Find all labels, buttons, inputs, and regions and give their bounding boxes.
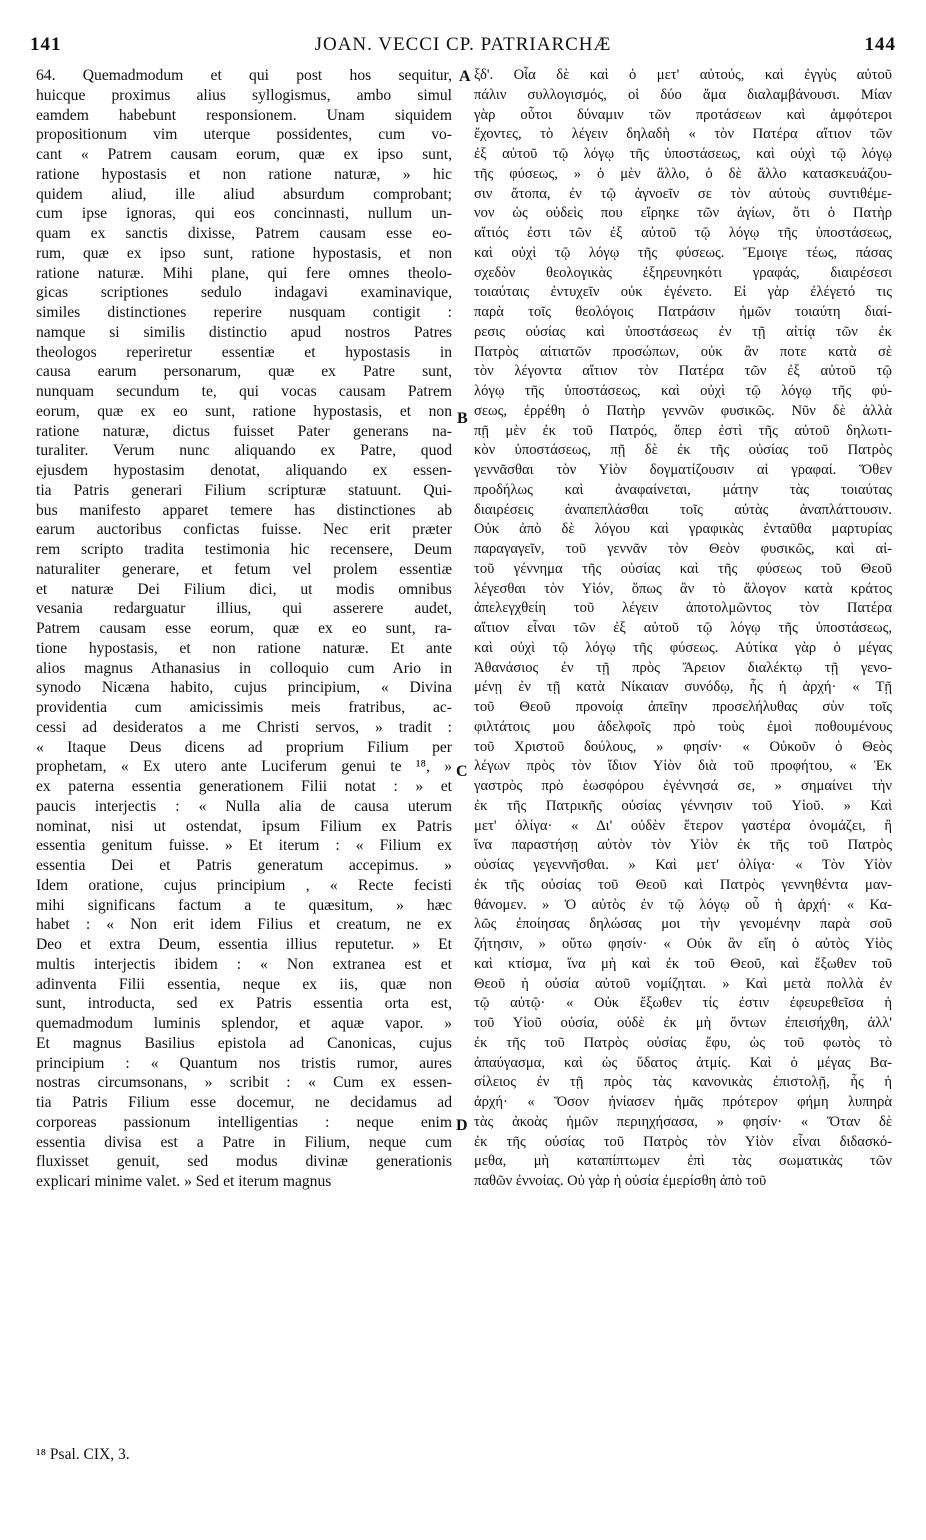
text-line: ἐκ τῆς τοῦ Πατρὸς οὐσίας ἔφυ, ὡς τοῦ φωτὸς τὸ <box>474 1034 892 1051</box>
text-line: essentia divisa est a Patre in Filium, neque cum <box>36 1133 452 1151</box>
text-line: bus manifesto apparet temere has distinctiones ab <box>36 501 452 519</box>
text-line: προδήλως καὶ ἀναφαίνεται, μάτην τὰς τοιαύτας <box>474 481 892 498</box>
text-line: οὐσίας γεγεννῆσθαι. » Καὶ μετ' ὀλίγα· « Τὸν Υἱὸν <box>474 857 892 873</box>
text-line: σίλειος ἐν τῇ πρὸς τὰς κανονικὰς ἐπιστολῇ, ἧς ἡ <box>474 1074 892 1091</box>
text-line: causa earum personarum, quæ ex Patre sunt, <box>36 363 452 381</box>
text-line: τῷ αὐτῷ· « Οὐκ ἔξωθεν τίς ἐστιν ἐφευρεθεῖσα ἡ <box>474 995 892 1012</box>
text-line: Ἀθανάσιος ἐν τῇ πρὸς Ἄρειον διαλέκτῳ τῇ γενο- <box>474 659 892 676</box>
running-header <box>30 34 896 64</box>
text-line: ρεσις οὐσίας καὶ ὑποστάσεως ἐν τῇ αἰτίᾳ τῶν ἐκ <box>474 323 892 340</box>
text-line: huicque proximus alius syllogismus, ambo simul <box>36 86 452 104</box>
text-line: tione hypostasis, et non ratione naturæ. Et ante <box>36 639 452 657</box>
text-line: τοῦ Χριστοῦ δούλους, » φησίν· « Οὐκοῦν ὁ Θεὸς <box>474 738 892 755</box>
text-line: cum ipse ignoras, qui eos concinnasti, nullum un- <box>36 205 452 223</box>
running-title: JOAN. VECCI CP. PATRIARCHÆ <box>314 34 612 55</box>
text-line: αἴτιον εἶναι τῶν ἐξ αὐτοῦ τῷ λόγῳ τῆς ὑποστάσεως, <box>474 620 892 636</box>
text-line: ἐκ τῆς Πατρικῆς οὐσίας γέννησιν τοῦ Υἱοῦ. » Καὶ <box>474 797 892 814</box>
text-line: essentia genitum fuisse. » Et iterum : « Filium ex <box>36 837 452 855</box>
text-line: 64. Quemadmodum et qui post hos sequitur, <box>36 67 452 84</box>
text-line: τὰς ἀκοὰς ἡμῶν περιηχήσασα, » φησίν· « Ὅταν δὲ <box>474 1113 892 1130</box>
text-line: ἐξ αὐτοῦ τῷ λόγῳ τῆς ὑποστάσεως, καὶ οὐχὶ τῷ λόγῳ <box>474 146 892 162</box>
text-line: ἐκ τῆς οὐσίας τοῦ Θεοῦ καὶ Πατρὸς γεννηθέντα μαν- <box>474 876 892 893</box>
text-line: tia Patris Filium esse docemur, ne decidamus ad <box>36 1094 452 1111</box>
text-line: habet : « Non erit idem Filius et creatum, ne ex <box>36 916 452 934</box>
text-line: ejusdem hypostasim denotat, aliquando ex essen- <box>36 462 452 479</box>
text-line: Idem oratione, cujus principium , « Recte fecisti <box>36 876 452 894</box>
text-line: cessi ad desideratos a me Christi servos, » tradit : <box>36 718 452 736</box>
text-line: synodo Nicæna habito, cujus principium, « Divina <box>36 679 452 697</box>
text-line: αἴτιός ἐστι τῶν ἐξ αὐτοῦ τῷ λόγῳ τῆς ὑποστάσεως, <box>474 225 892 241</box>
text-line: τοῦ γέννημα τῆς οὐσίας καὶ τῆς φύσεως τοῦ Θεοῦ <box>474 560 892 577</box>
text-line: rem scripto tradita testimonia hic recensere, Deum <box>36 541 452 558</box>
text-line: τοῦ Υἱοῦ οὐσία, οὐδὲ ἐκ μὴ ὄντων ἐπεισήχθη, ἀλλ' <box>474 1015 892 1031</box>
text-line: providentia cum amicissimis meis fratribus, ac- <box>36 699 452 716</box>
text-line: naturaliter generare, et fetum vel prolem essentiæ <box>36 560 452 578</box>
text-line: fluxisset genuit, sed modus divinæ generationis <box>36 1153 452 1171</box>
text-line: λῶς ἐποίησας δηλώσας μοι τὴν γενομένην παρὰ σοῦ <box>474 916 892 933</box>
text-line: ex paterna essentia generationem Filii notat : » et <box>36 778 452 795</box>
text-line: λέγεσθαι τὸν Υἱόν, ὅπως ἂν τὸ ἄλογον κατὰ κράτος <box>474 580 892 597</box>
text-line: alios magnus Athanasius in colloquio cum Ario in <box>36 659 452 677</box>
text-line: adinventa Filii essentia, neque ex iis, quæ non <box>36 975 452 993</box>
text-line: ξδ'. Οἷα δὲ καὶ ὁ μετ' αὐτούς, καὶ ἐγγὺς αὐτοῦ <box>474 67 892 83</box>
text-line: earum auctoribus confictas fuisse. Nec erit præter <box>36 521 452 539</box>
text-line: μετ' ὀλίγα· « Δι' οὐδὲν ἕτερον γαστέρα ὀνομάζει, ἢ <box>474 817 892 834</box>
text-line: Οὐκ ἀπὸ δὲ λόγου καὶ γραφικὰς ἐνταῦθα μαρτυρίας <box>474 521 892 538</box>
text-line: ἔχοντες, τὸ λέγειν δηλαδὴ « τὸν Πατέρα αἴτιον τῶν <box>474 126 892 143</box>
text-line: multis interjectis ibidem : « Non extranea est et <box>36 955 452 973</box>
text-line: τοῦ Θεοῦ προνοίᾳ ἀπεῖην προσελήλυθας σὺν τοῖς <box>474 699 892 715</box>
text-line: φιλτάτοις μου ἀδελφοῖς πρὸ τοὺς ἐμοὶ ποθουμένους <box>474 718 892 735</box>
text-line: gicas scriptiones sedulo indagavi examinavique, <box>36 284 452 302</box>
text-line: σεως, ἐρρέθη ὁ Πατὴρ γεννῶν φυσικῶς. Νῦν δὲ ἀλλὰ <box>474 402 892 419</box>
text-line: propositionum vim uterque possidentes, cum vo- <box>36 126 452 144</box>
footnote: ¹⁸ Psal. CIX, 3. <box>36 1446 130 1463</box>
text-line: λέγων πρὸς τὸν ἴδιον Υἱὸν διὰ τοῦ προφήτου, « Ἐκ <box>474 758 892 775</box>
text-line: ζήτησιν, » οὕτω φησίν· « Οὐκ ἂν εἴη ὁ αὐτὸς Υἱὸς <box>474 936 892 952</box>
text-line: ἀπαύγασμα, καὶ ὡς ὕδατος ἀτμίς. Καὶ ὁ μέγας Βα- <box>474 1054 892 1071</box>
text-line: nominat, nisi ut ostendat, ipsum Filium ex Patris <box>36 817 452 835</box>
text-line: rum, quæ ex ipso sunt, ratione hypostasis, et non <box>36 244 452 262</box>
text-line: prophetam, « Ex utero ante Luciferum genui te ¹⁸, » <box>36 758 452 776</box>
text-line: ἐκ τῆς οὐσίας τοῦ Πατρὸς τὸν Υἱὸν εἶναι διδασκό- <box>474 1133 892 1150</box>
text-line: Et magnus Basilius epistola ad Canonicas, cujus <box>36 1034 452 1052</box>
text-line: νον ὡς οὐδεὶς που εἴρηκε τῶν ἁγίων, ὅτι ὁ Πατὴρ <box>474 205 892 222</box>
text-line: ἀρχή· « Ὅσον ἠνίασεν ἡμᾶς πρότερον φήμη λυπηρὰ <box>474 1094 892 1110</box>
text-line: quidem aliud, ille aliud absurdum comprobant; <box>36 185 452 203</box>
text-line: explicari minime valet. » Sed et iterum magnus <box>36 1173 332 1190</box>
text-line: similes distinctiones reperire nusquam contigit : <box>36 304 452 321</box>
text-line: vesania redarguatur illius, qui asserere audet, <box>36 600 452 618</box>
text-line: τῆς φύσεως, » ὁ μὲν ἄλλο, ὁ δὲ ἄλλο κατασκευάζου- <box>474 165 892 182</box>
text-line: theologos reperiretur essentiæ et hypostasis in <box>36 343 452 361</box>
section-marker-d: D <box>456 1117 468 1134</box>
text-line: καὶ κτίσμα, ἵνα μὴ καὶ ἐκ τοῦ Θεοῦ, καὶ ἔξωθεν τοῦ <box>474 955 892 972</box>
text-line: Πατρὸς αἰτιατῶν προσώπων, οὐκ ἂν ποτε κατὰ σὲ <box>474 343 892 360</box>
text-line: tia Patris generari Filium scripturæ statuunt. Qui- <box>36 481 452 499</box>
text-line: ἵνα παραστήσῃ αὐτὸν τὸν Υἱὸν ἐκ τῆς τοῦ Πατρὸς <box>474 837 892 854</box>
text-line: nunquam secundum te, qui vocas causam Patrem <box>36 383 452 400</box>
text-line: eamdem habebunt responsionem. Unam siquidem <box>36 106 452 124</box>
latin-text-column <box>36 66 452 1192</box>
text-line: « Itaque Deus dicens ad proprium Filium per <box>36 738 452 756</box>
text-line: τοιαύταις ἐντυχεῖν οὐκ ἐγένετο. Εἰ γὰρ ἐλέγετό τις <box>474 284 892 301</box>
text-line: eorum, quæ ex eo sunt, ratione hypostasis, et non <box>36 402 452 420</box>
text-line: paucis interjectis : « Nulla alia de causa uterum <box>36 797 452 815</box>
page-number-right: 144 <box>864 34 896 55</box>
text-line: πάλιν συλλογισμός, οἱ δύο ἅμα διαλαμβάνουσι. Μίαν <box>474 86 892 103</box>
text-line: sunt, introducta, sed ex Patris essentia orta est, <box>36 995 452 1013</box>
text-line: Θεοῦ ἡ οὐσία αὐτοῦ νομίζηται. » Καὶ μετὰ πολλὰ ἐν <box>474 975 892 992</box>
text-line: turaliter. Verum nunc aliquando ex Patre, quod <box>36 442 452 460</box>
page-number-left: 141 <box>30 34 62 55</box>
text-line: essentia Dei et Patris generatum accepimus. » <box>36 857 452 874</box>
text-line: παθῶν ἐννοίας. Οὐ γὰρ ἡ οὐσία ἐμερίσθη ἀπὸ τοῦ <box>474 1173 767 1189</box>
text-line: μεθα, μὴ καταπίπτωμεν ἐπὶ τὰς σωματικὰς τῶν <box>474 1153 892 1170</box>
text-line: παρὰ τοῖς θεολόγοις Πατράσιν ἡμῶν τοιαύτη διαί- <box>474 304 892 320</box>
text-line: λόγῳ τῆς ὑποστάσεως, καὶ οὐχὶ τῷ λόγῳ τῆς φύ- <box>474 383 892 399</box>
text-line: mihi significans factum a te quæsitum, » hæc <box>36 896 452 914</box>
text-line: μένῃ ἐν τῇ κατὰ Νίκαιαν συνόδῳ, ἧς ἡ ἀρχή· « Τῇ <box>474 679 892 696</box>
text-line: θάνομεν. » Ὁ αὐτὸς ἐν τῷ λόγῳ οὗ ἡ ἀρχή· « Κα- <box>474 896 892 913</box>
text-line: Patrem causam esse eorum, quæ ex eo sunt, ra- <box>36 620 452 637</box>
text-line: σχεδὸν θεολογικὰς ἐξηρευνηκότι γραφάς, διαιρέσεσι <box>474 264 892 281</box>
text-line: διαιρέσεις ἀναπεπλάσθαι τοῖς αὐτὰς ἀναπλάττουσιν. <box>474 501 892 518</box>
text-line: καὶ οὐχὶ τῷ λόγῳ τῆς φύσεως. Αὐτίκα γὰρ ὁ μέγας <box>474 639 892 656</box>
text-line: τὸν λέγοντα αἴτιον τὸν Πατέρα τῶν ἐξ αὐτοῦ τῷ <box>474 363 892 380</box>
text-line: καὶ οὐχὶ τῷ λόγῳ τῆς φύσεως. Ἔμοιγε τέως, πάσας <box>474 244 892 261</box>
text-line: ἀπελεγχθείη τοῦ λέγειν ἀποτολμῶντος τὸν Πατέρα <box>474 600 892 617</box>
greek-text-column <box>474 66 892 1192</box>
text-line: corporeas passionum intelligentias : neque enim <box>36 1113 452 1131</box>
text-line: et naturæ Dei Filium dici, ut modis omnibus <box>36 580 452 598</box>
text-line: cant « Patrem causam eorum, quæ ex ipso sunt, <box>36 146 452 163</box>
text-line: nostras circumsonans, » scribit : « Cum ex essen- <box>36 1074 452 1092</box>
text-line: ratione naturæ. Mihi plane, qui fere omnes theolo- <box>36 264 452 282</box>
section-marker-b: B <box>457 410 468 427</box>
text-line: ratione hypostasis et non ratione naturæ, » hic <box>36 165 452 183</box>
text-line: πῇ μὲν ἐκ τοῦ Πατρός, ὅπερ ἐστὶ τῆς αὐτοῦ δηλωτι- <box>474 422 892 439</box>
text-line: σιν ἄτοπα, ἐν τῷ ἀγνοεῖν σε τὸν αὐτοὺς συντιθέμε- <box>474 185 892 202</box>
text-line: κὸν ὑποστάσεως, πῇ δὲ ἐκ τῆς οὐσίας τοῦ Πατρὸς <box>474 442 892 459</box>
text-line: παραγαγεῖν, τοῦ γεννᾶν τὸν Θεὸν φυσικῶς, καὶ αἰ- <box>474 541 892 557</box>
text-line: namque si similis distinctio apud nostros Patres <box>36 323 452 341</box>
text-line: γαστρὸς πρὸ ἑωσφόρου ἐγέννησά σε, » σημαίνει τὴν <box>474 778 892 794</box>
section-marker-a: A <box>459 68 471 85</box>
text-line: quemadmodum luminis splendor, et aquæ vapor. » <box>36 1015 452 1032</box>
section-marker-c: C <box>456 763 468 780</box>
text-line: quam ex sanctis dixisse, Patrem causam esse eo- <box>36 225 452 242</box>
text-line: Deo et extra Deum, essentia illius reputetur. » Et <box>36 936 452 953</box>
text-line: ratione naturæ, dictus fuisset Pater generans na- <box>36 422 452 440</box>
text-line: principium : « Quantum nos tristis rumor, aures <box>36 1054 452 1072</box>
text-line: γεννᾶσθαι τὸν Υἱὸν δογματίζουσιν αἱ γραφαί. Ὅθεν <box>474 462 892 478</box>
text-line: γὰρ οὗτοι δύναμιν τῶν προτάσεων καὶ ἀμφότεροι <box>474 106 892 123</box>
